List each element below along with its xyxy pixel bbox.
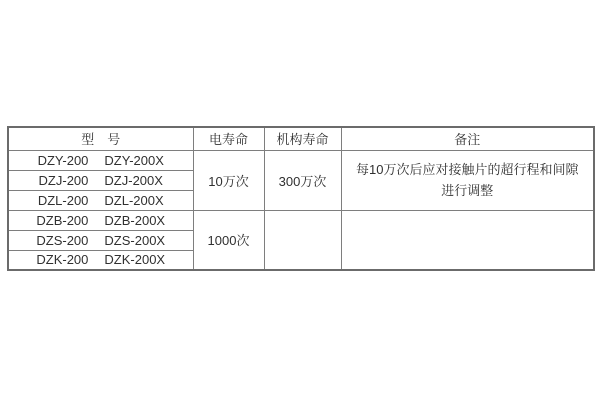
model-name-primary: DZL-200 bbox=[37, 192, 89, 208]
model-cell bbox=[8, 170, 193, 190]
model-cell bbox=[8, 230, 193, 250]
header-cell-model: 型 号 bbox=[8, 127, 193, 150]
model-name-variant: DZS-200X bbox=[104, 232, 166, 248]
mechanism-life-cell-group2 bbox=[264, 210, 341, 270]
electrical-life-cell-group2: 1000次 bbox=[193, 210, 264, 270]
table-row-dzy bbox=[8, 150, 594, 170]
model-name-primary: DZK-200 bbox=[36, 252, 89, 268]
model-name-variant: DZL-200X bbox=[104, 192, 164, 208]
model-name-variant: DZK-200X bbox=[104, 252, 166, 268]
model-name-variant: DZB-200X bbox=[104, 212, 166, 228]
header-cell-electrical-life: 电寿命 bbox=[193, 127, 264, 150]
model-cell bbox=[8, 190, 193, 210]
model-name-primary: DZY-200 bbox=[37, 152, 89, 168]
model-name-primary: DZS-200 bbox=[36, 232, 89, 248]
header-row bbox=[8, 127, 594, 150]
model-cell bbox=[8, 210, 193, 230]
model-name-variant: DZJ-200X bbox=[104, 172, 163, 188]
header-cell-remarks: 备注 bbox=[341, 127, 594, 150]
model-cell bbox=[8, 250, 193, 270]
model-name-primary: DZJ-200 bbox=[38, 172, 89, 188]
header-cell-mechanism-life: 机构寿命 bbox=[264, 127, 341, 150]
remark-line-1: 每10万次后应对接触片的超行程和间隙 bbox=[356, 162, 579, 177]
model-name-primary: DZB-200 bbox=[36, 212, 89, 228]
remark-line-2: 进行调整 bbox=[441, 183, 494, 198]
table-row-dzb bbox=[8, 210, 594, 230]
model-cell bbox=[8, 150, 193, 170]
mechanism-life-cell-group1: 300万次 bbox=[264, 150, 341, 210]
remarks-cell-group1 bbox=[341, 150, 594, 210]
remarks-cell-group2 bbox=[341, 210, 594, 270]
model-name-variant: DZY-200X bbox=[104, 152, 164, 168]
electrical-life-cell-group1: 10万次 bbox=[193, 150, 264, 210]
relay-life-spec-table bbox=[7, 126, 595, 271]
